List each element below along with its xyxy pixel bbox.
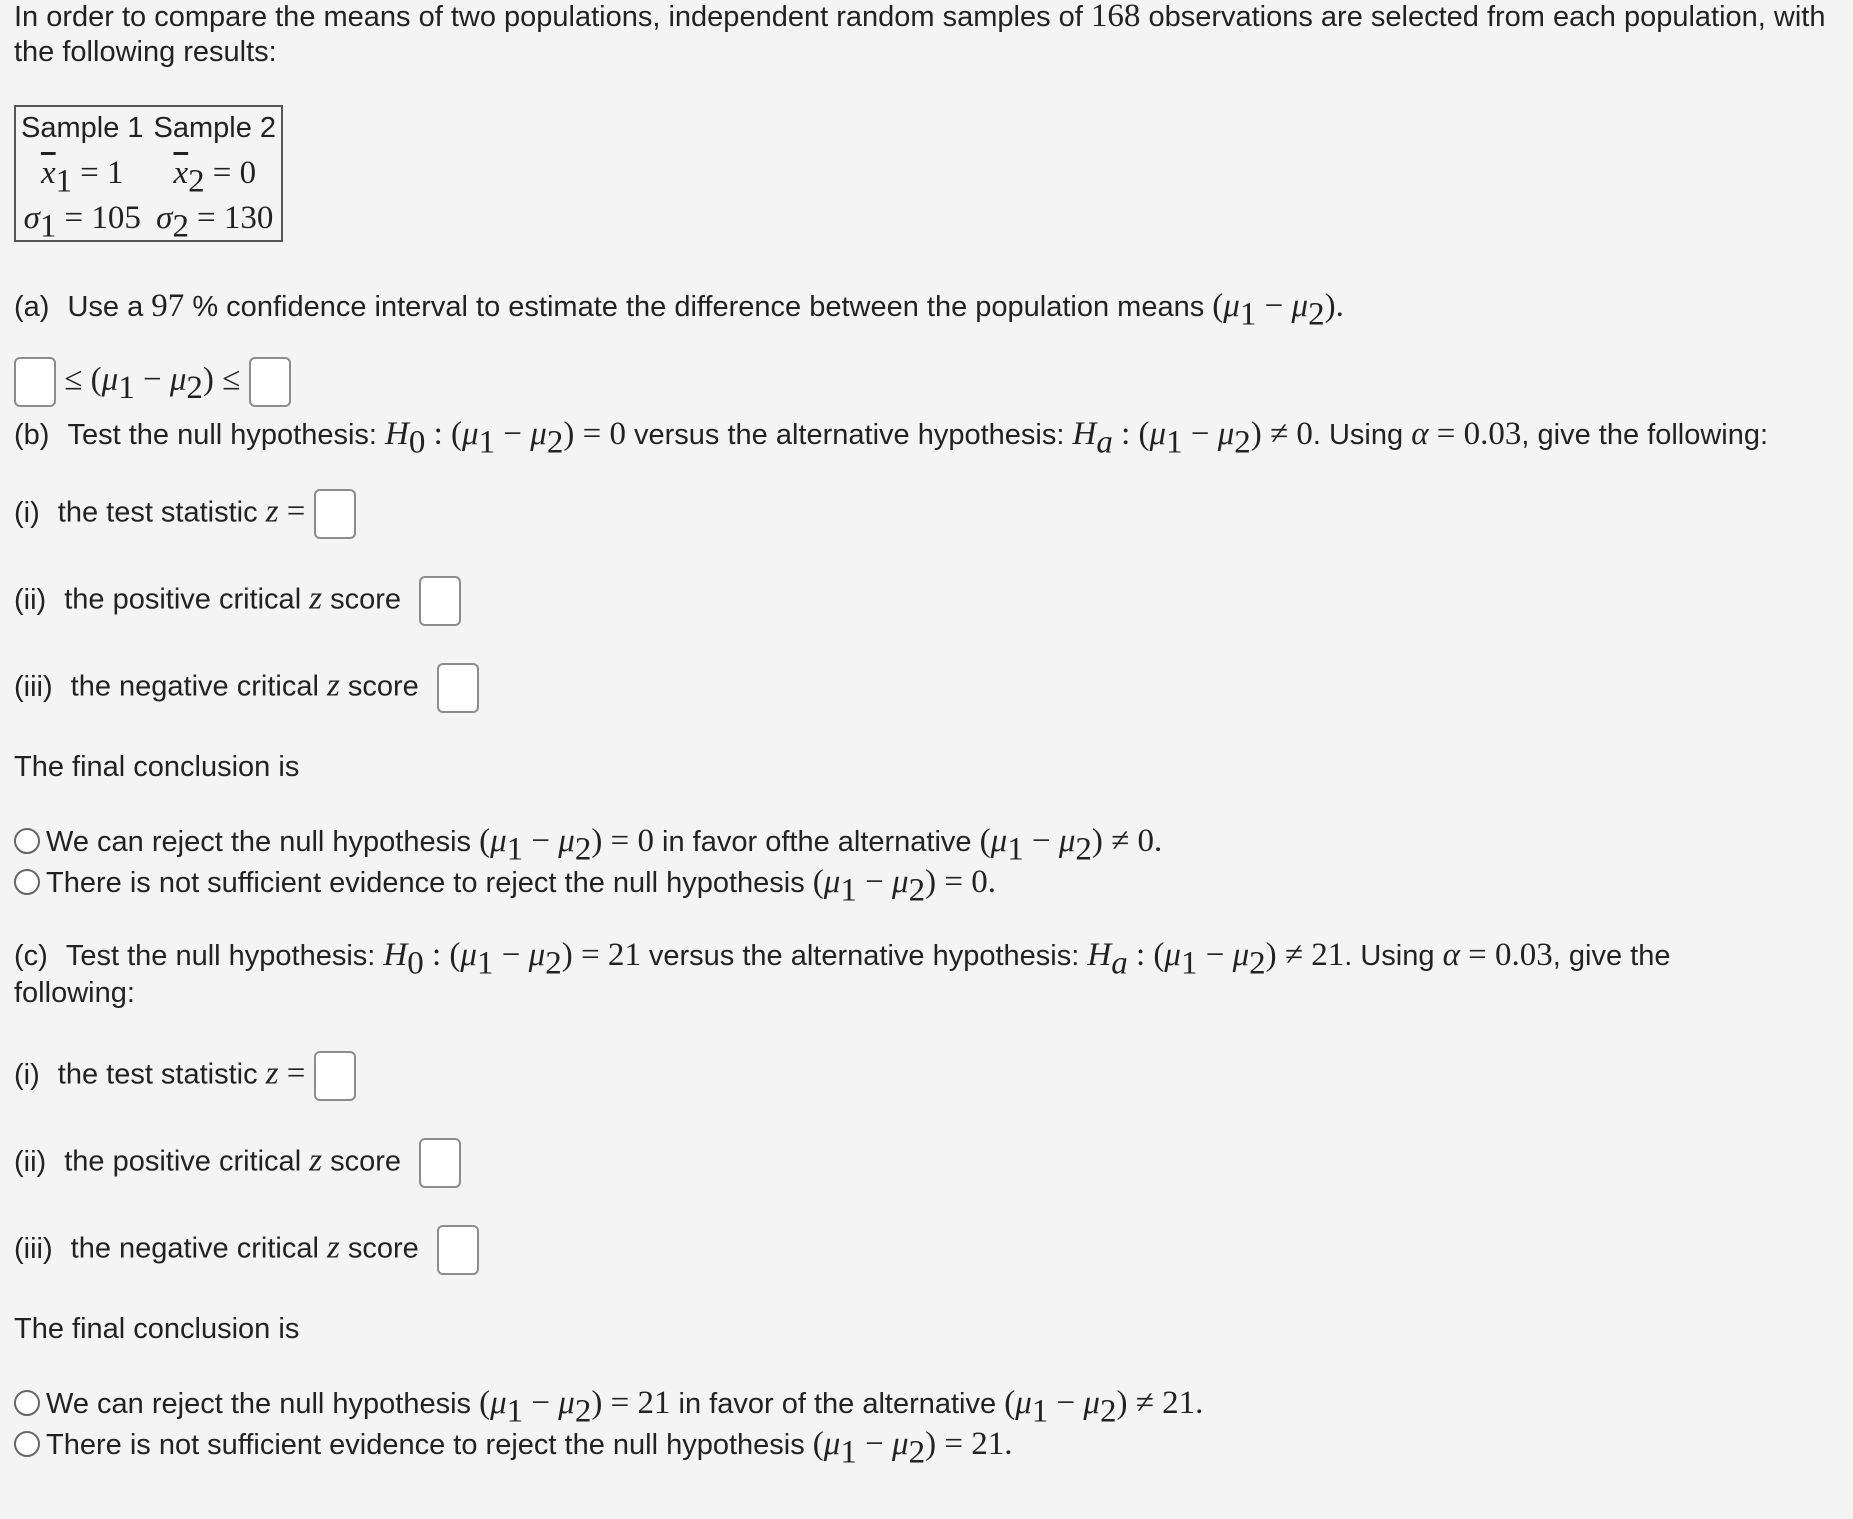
intro-text-1: In order to compare the means of two populations, independent random samples of bbox=[14, 1, 1083, 33]
part-c-option-not-reject[interactable]: There is not sufficient evidence to reject the null hypothesis $(\mu_1 - \mu_2) = 21$. bbox=[14, 1422, 1012, 1467]
table-header-sample-1: Sample 1 bbox=[21, 112, 144, 145]
part-b-positive-critical-row: (ii) the positive critical z score bbox=[14, 576, 461, 626]
part-b-reject-radio[interactable] bbox=[14, 828, 40, 854]
sample-size: 168 bbox=[1090, 0, 1141, 34]
part-b-positive-critical-input[interactable] bbox=[419, 576, 461, 626]
ci-upper-input[interactable] bbox=[249, 357, 291, 407]
intro-text-2: observations are selected from each population, with bbox=[1148, 1, 1826, 33]
part-c-positive-critical-row: (ii) the positive critical z score bbox=[14, 1138, 461, 1188]
sigma-sample-1: $\sigma_1 = 105$ bbox=[23, 199, 141, 244]
part-c-conclusion-heading: The final conclusion is bbox=[14, 1313, 300, 1345]
part-c-not-reject-radio[interactable] bbox=[14, 1431, 40, 1457]
part-b-option-not-reject[interactable]: There is not sufficient evidence to reject the null hypothesis $(\mu_1 - \mu_2) = 0$. bbox=[14, 860, 996, 905]
sigma-sample-2: $\sigma_2 = 130$ bbox=[156, 199, 274, 244]
table-header-row bbox=[15, 106, 282, 151]
part-a-label: (a) bbox=[14, 291, 50, 323]
part-c-negative-critical-input[interactable] bbox=[437, 1225, 479, 1275]
part-b-question: (b) Test the null hypothesis: $H_0$ : $(\mu_1 - \mu_2) = 0$ versus the alternative hypothesis: $H_a$ : $(\mu_1 - \mu_2) \ne 0$. Using α = 0.03, give the following: bbox=[14, 416, 1769, 461]
table-row-means bbox=[15, 151, 282, 196]
sample-table bbox=[14, 105, 283, 242]
part-a-question: (a) Use a 97 % confidence interval to estimate the difference between the population means $(\mu_1 - \mu_2)$. bbox=[14, 288, 1344, 333]
ci-lower-input[interactable] bbox=[14, 357, 56, 407]
intro-line-1 bbox=[14, 0, 1826, 39]
part-b-conclusion-heading: The final conclusion is bbox=[14, 751, 300, 783]
part-c-test-statistic-input[interactable] bbox=[314, 1051, 356, 1101]
part-c-question-line-2: following: bbox=[14, 977, 135, 1009]
mean-sample-1: $\overline{x}_1 = 1$ bbox=[40, 155, 124, 200]
part-b-option-reject[interactable]: We can reject the null hypothesis $(\mu_1 - \mu_2) = 0$ in favor ofthe alternative $(\mu_1 - \mu_2) \ne 0$. bbox=[14, 819, 1162, 864]
table-header-sample-2: Sample 2 bbox=[153, 112, 277, 145]
mean-sample-2: $\overline{x}_2 = 0$ bbox=[173, 155, 257, 200]
part-c-positive-critical-input[interactable] bbox=[419, 1138, 461, 1188]
confidence-interval-row: ≤ $(\mu_1 - \mu_2)$ ≤ bbox=[14, 357, 291, 407]
part-c-label: (c) bbox=[14, 940, 48, 972]
part-c-option-reject[interactable]: We can reject the null hypothesis $(\mu_1 - \mu_2) = 21$ in favor of the alternative $(\mu_1 - \mu_2) \ne 21$. bbox=[14, 1381, 1203, 1426]
table-row-sigmas bbox=[15, 196, 282, 242]
confidence-level: 97 bbox=[151, 288, 185, 324]
part-b-negative-critical-row: (iii) the negative critical z score bbox=[14, 663, 479, 713]
part-b-label: (b) bbox=[14, 419, 50, 451]
part-b-not-reject-radio[interactable] bbox=[14, 869, 40, 895]
part-b-test-statistic-input[interactable] bbox=[314, 489, 356, 539]
part-c-question: (c) Test the null hypothesis: $H_0$ : $(\mu_1 - \mu_2) = 21$ versus the alternative hypothesis: $H_a$ : $(\mu_1 - \mu_2) \ne 21$. Using α = 0.03, give the bbox=[14, 937, 1671, 982]
part-c-negative-critical-row: (iii) the negative critical z score bbox=[14, 1225, 479, 1275]
part-b-negative-critical-input[interactable] bbox=[437, 663, 479, 713]
intro-line-2: the following results: bbox=[14, 36, 277, 68]
part-b-test-statistic-row: (i) the test statistic z = bbox=[14, 489, 356, 539]
part-c-reject-radio[interactable] bbox=[14, 1390, 40, 1416]
part-c-test-statistic-row: (i) the test statistic z = bbox=[14, 1051, 356, 1101]
